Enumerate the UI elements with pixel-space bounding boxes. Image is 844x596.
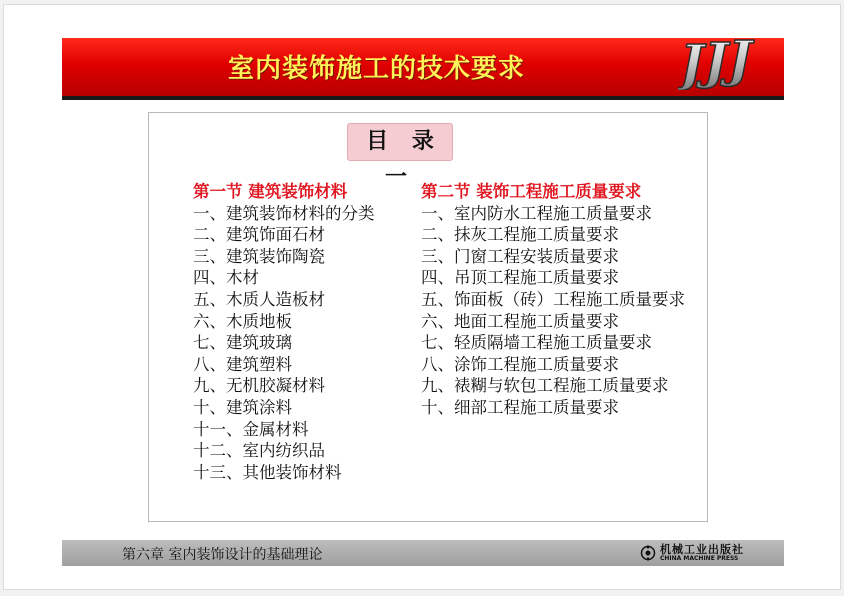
list-item: 八、涂饰工程施工质量要求 <box>421 354 619 374</box>
svg-text:J: J <box>728 29 752 88</box>
list-item: 八、建筑塑料 <box>193 354 292 374</box>
list-item: 七、建筑玻璃 <box>193 333 292 353</box>
list-item: 十二、室内纺织品 <box>193 441 325 461</box>
list-item: 五、木质人造板材 <box>193 289 325 309</box>
list-item: 三、门窗工程安装质量要求 <box>421 246 619 266</box>
title-bar-underline <box>62 96 784 100</box>
list-item: 十三、其他装饰材料 <box>193 462 342 482</box>
toc-right-column <box>421 181 695 419</box>
list-item: 二、建筑饰面石材 <box>193 225 325 245</box>
footer-bar <box>62 540 784 566</box>
list-item: 三、建筑装饰陶瓷 <box>193 246 325 266</box>
svg-text:J: J <box>704 31 728 90</box>
list-item: 十、细部工程施工质量要求 <box>421 397 619 417</box>
toc-panel <box>148 112 708 522</box>
list-item: 六、地面工程施工质量要求 <box>421 311 619 331</box>
page-title: 室内装饰施工的技术要求 <box>228 54 526 84</box>
list-item: 九、无机胶凝材料 <box>193 376 325 396</box>
svg-text:J: J <box>680 33 704 90</box>
section-title: 第一节 建筑装饰材料 <box>193 182 348 201</box>
publisher-name: 机械工业出版社 <box>660 543 744 556</box>
list-item: 十、建筑涂料 <box>193 397 292 417</box>
jjj-logo-icon <box>678 28 766 90</box>
section-title: 第二节 装饰工程施工质量要求 <box>421 182 642 201</box>
publisher-badge <box>640 543 744 563</box>
list-item: 六、木质地板 <box>193 311 292 331</box>
list-item: 一、建筑装饰材料的分类 <box>193 203 375 223</box>
publisher-name-en: CHINA MACHINE PRESS <box>660 555 739 562</box>
list-item: 五、饰面板（砖）工程施工质量要求 <box>421 289 685 309</box>
list-item: 四、吊顶工程施工质量要求 <box>421 268 619 288</box>
list-item: 一、室内防水工程施工质量要求 <box>421 203 652 223</box>
chapter-label: 第六章 室内装饰设计的基础理论 <box>122 547 323 563</box>
toc-left-column <box>193 181 403 483</box>
list-item: 七、轻质隔墙工程施工质量要求 <box>421 333 652 353</box>
title-bar <box>62 29 784 96</box>
toc-heading: 目 录 一 <box>347 123 453 161</box>
list-item: 九、裱糊与软包工程施工质量要求 <box>421 376 669 396</box>
list-item: 二、抹灰工程施工质量要求 <box>421 225 619 245</box>
publisher-logo-icon <box>640 545 656 561</box>
list-item: 十一、金属材料 <box>193 419 309 439</box>
list-item: 四、木材 <box>193 268 259 288</box>
